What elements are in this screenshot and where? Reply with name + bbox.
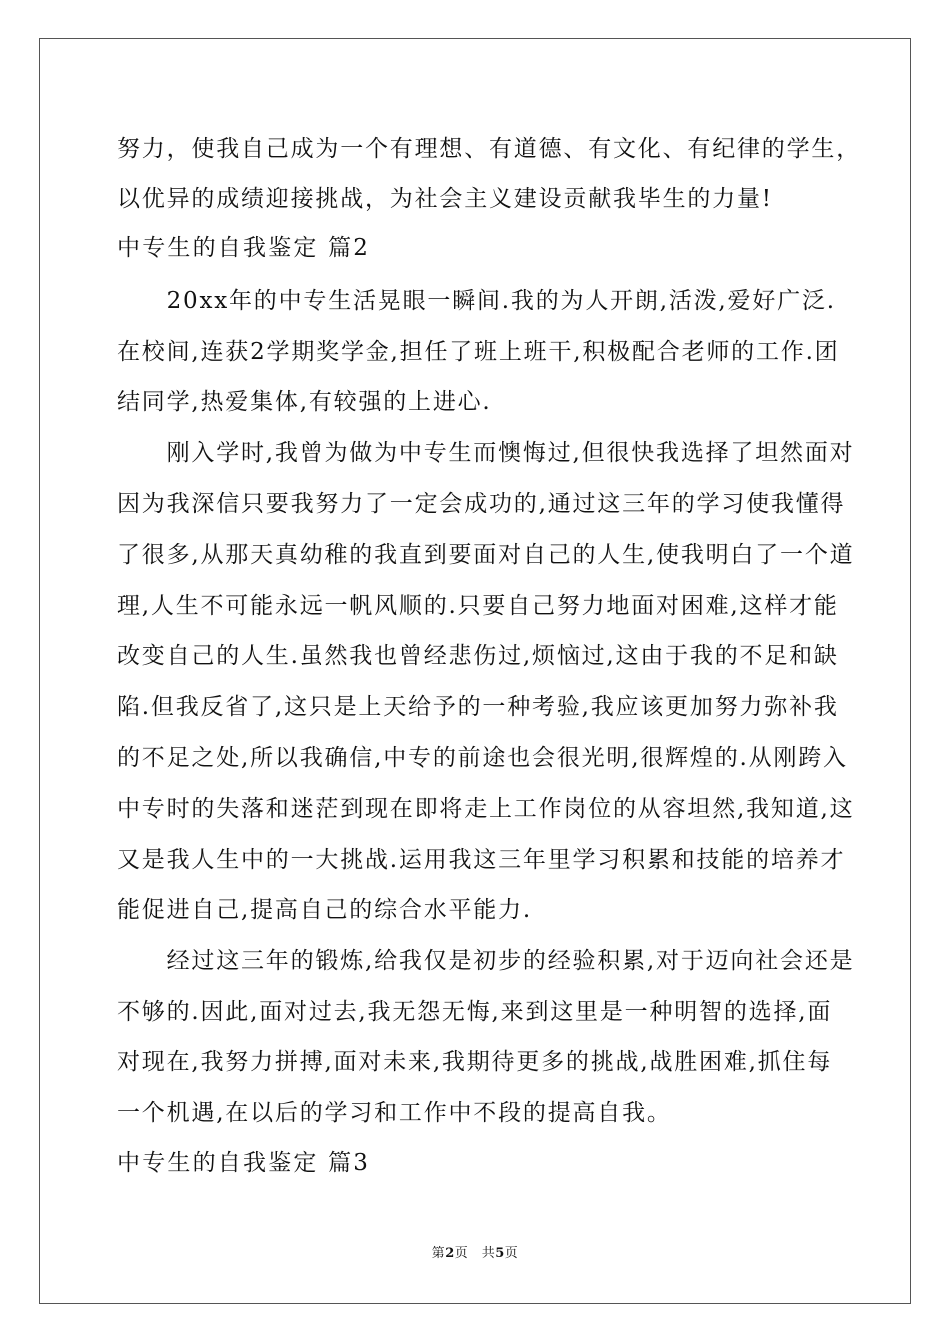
text-line: 经过这三年的锻炼,给我仅是初步的经验积累,对于迈向社会还是 [117, 948, 855, 974]
text-line: 改变自己的人生.虽然我也曾经悲伤过,烦恼过,这由于我的不足和缺 [117, 643, 839, 669]
text-line: 又是我人生中的一大挑战.运用我这三年里学习积累和技能的培养才 [117, 847, 846, 873]
text-line: 20xx年的中专生活晃眼一瞬间.我的为人开朗,活泼,爱好广泛. [117, 288, 836, 314]
footer-suffix: 页 [504, 1246, 519, 1261]
section-heading: 中专生的自我鉴定 篇3 [117, 1150, 371, 1176]
current-page-number: 2 [445, 1246, 455, 1261]
text-line: 了很多,从那天真幼稚的我直到要面对自己的人生,使我明白了一个道 [117, 542, 855, 568]
text-line: 陷.但我反省了,这只是上天给予的一种考验,我应该更加努力弥补我 [117, 694, 839, 720]
text-line: 因为我深信只要我努力了一定会成功的,通过这三年的学习使我懂得 [117, 491, 846, 517]
text-line: 不够的.因此,面对过去,我无怨无悔,来到这里是一种明智的选择,面 [117, 999, 833, 1025]
text-line: 理,人生不可能永远一帆风顺的.只要自己努力地面对困难,这样才能 [117, 593, 839, 619]
text-line: 努力，使我自己成为一个有理想、有道德、有文化、有纪律的学生， [117, 136, 861, 162]
page-footer [0, 1242, 950, 1261]
text-line: 结同学,热爱集体,有较强的上进心. [117, 389, 492, 415]
footer-mid: 页 共 [454, 1246, 496, 1261]
text-line: 刚入学时,我曾为做为中专生而懊悔过,但很快我选择了坦然面对 [117, 440, 855, 466]
text-line: 以优异的成绩迎接挑战，为社会主义建设贡献我毕生的力量! [117, 186, 773, 212]
text-line: 一个机遇,在以后的学习和工作中不段的提高自我。 [117, 1100, 672, 1126]
text-line: 的不足之处,所以我确信,中专的前途也会很光明,很辉煌的.从刚跨入 [117, 745, 848, 771]
text-line: 在校间,连获2学期奖学金,担任了班上班干,积极配合老师的工作.团 [117, 339, 840, 365]
text-line: 对现在,我努力拼搏,面对未来,我期待更多的挑战,战胜困难,抓住每 [117, 1049, 833, 1075]
total-page-count: 5 [495, 1246, 505, 1261]
section-heading: 中专生的自我鉴定 篇2 [117, 235, 371, 261]
footer-prefix: 第 [431, 1246, 446, 1261]
text-line: 中专时的失落和迷茫到现在即将走上工作岗位的从容坦然,我知道,这 [117, 796, 855, 822]
text-line: 能促进自己,提高自己的综合水平能力. [117, 897, 533, 923]
